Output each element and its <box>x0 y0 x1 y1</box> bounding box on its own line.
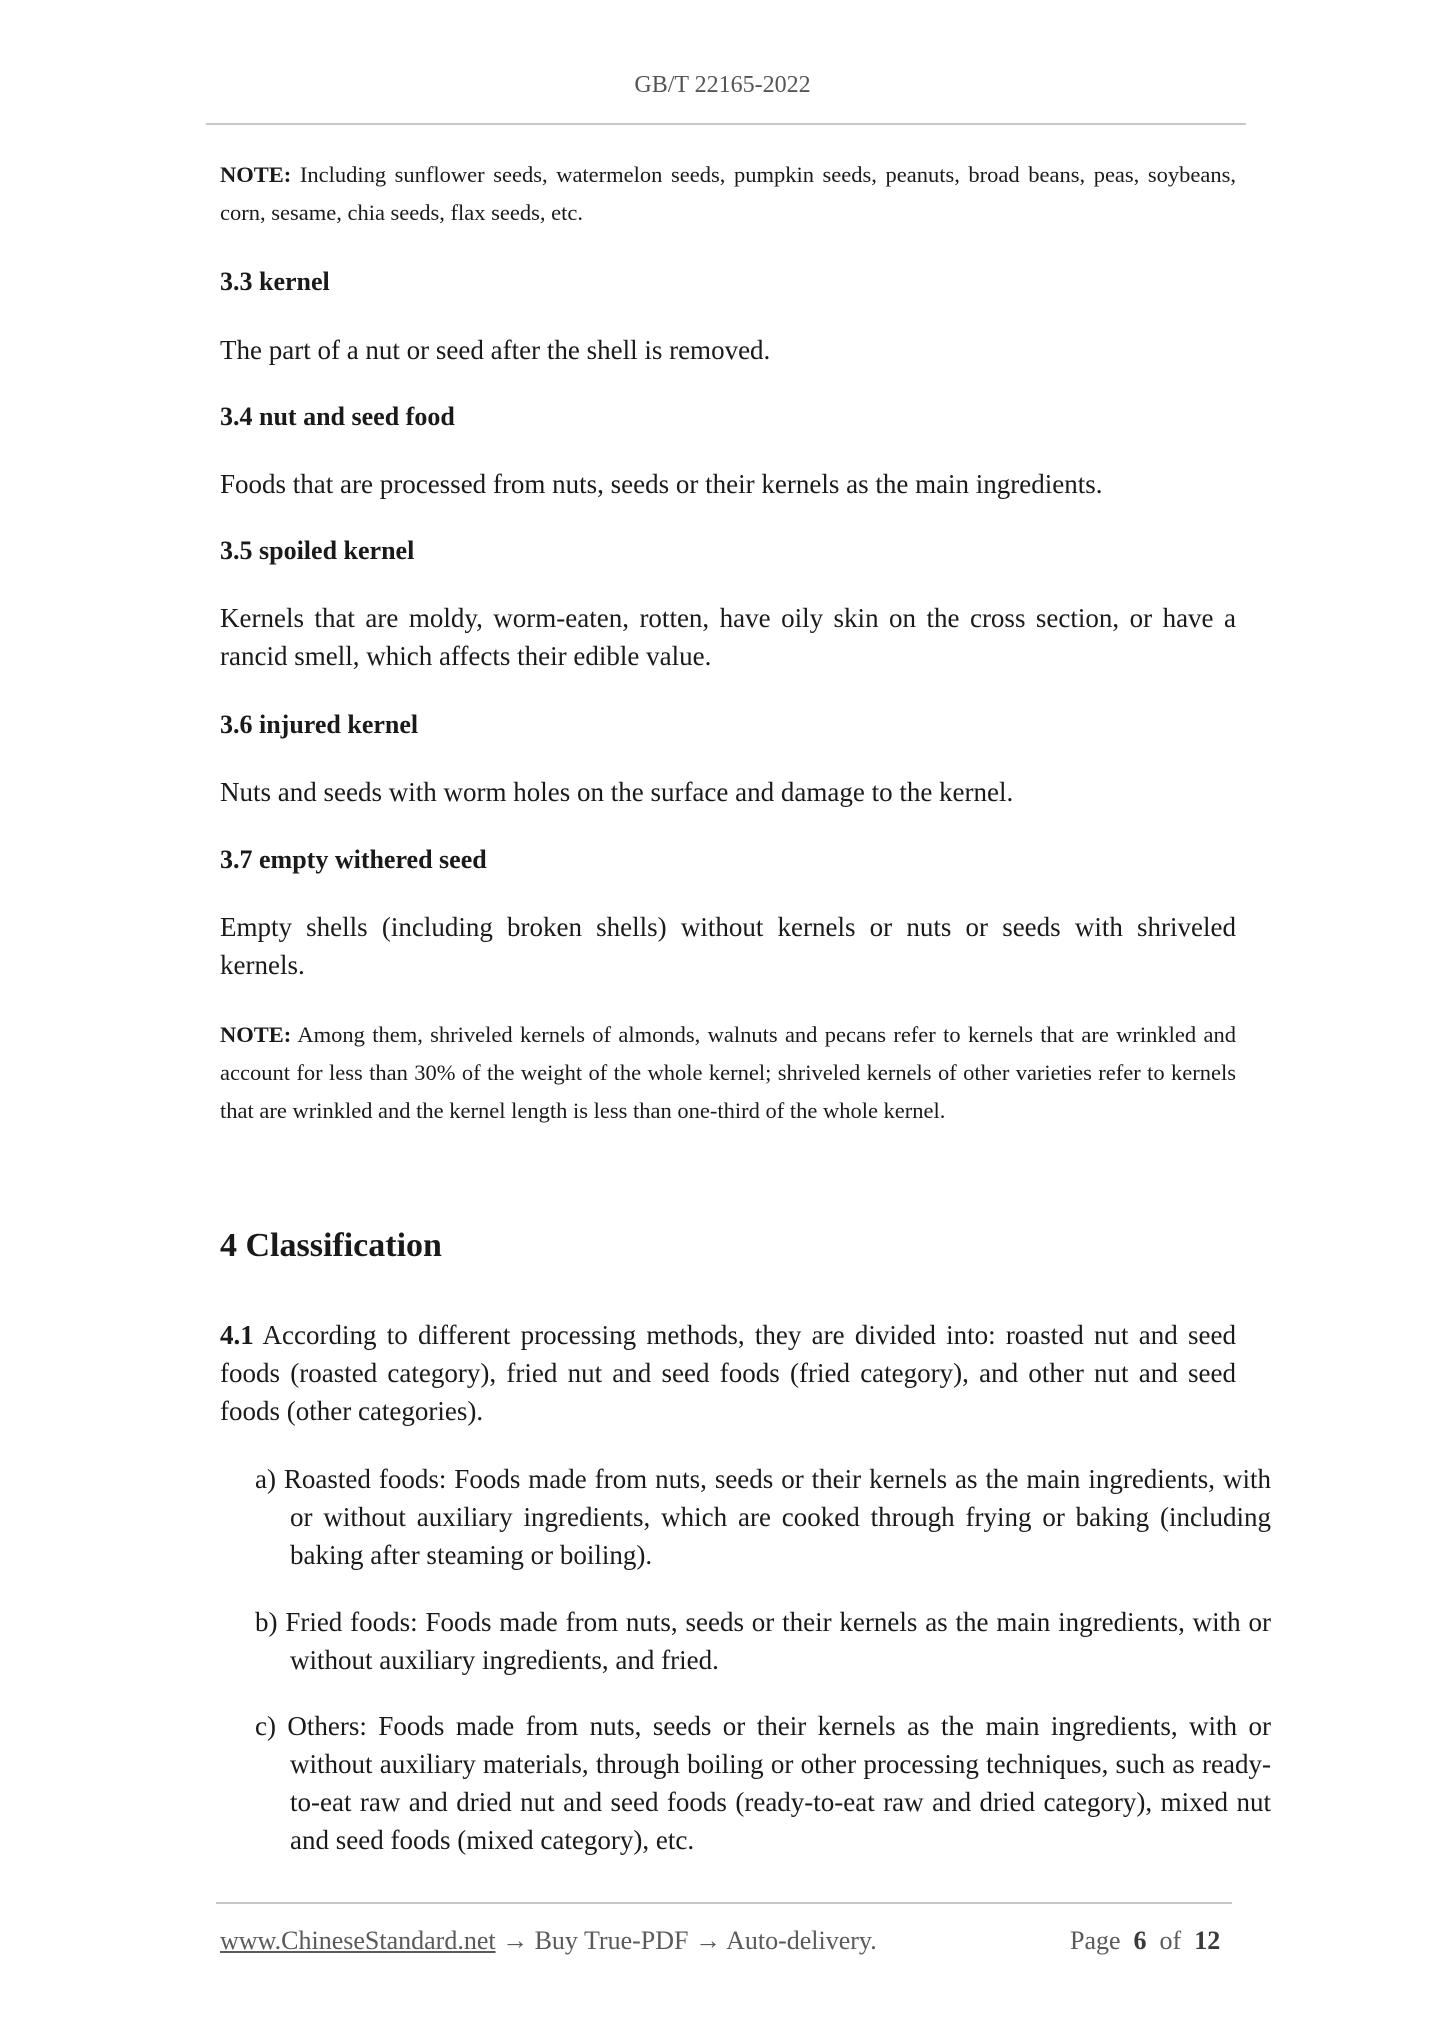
term-3-7: 3.7 empty withered seed <box>220 845 487 874</box>
footer-divider <box>216 1902 1232 1904</box>
footer-promo <box>220 1926 877 1956</box>
list-item-others: c) Others: Foods made from nuts, seeds or their kernels as the main ingredients, with or without auxiliary materials, through boiling or other processing techniques, such as ready-to-eat raw and dried nut and seed foods (ready-to-eat raw and dried category), mixed nut and seed foods (mixed category), etc. <box>255 1711 1271 1855</box>
clause-number: 4.1 <box>220 1320 254 1350</box>
clause-4-1 <box>220 1316 1236 1430</box>
term-3-5: 3.5 spoiled kernel <box>220 536 415 565</box>
definition-3-5: Kernels that are moldy, worm-eaten, rotten, have oily skin on the cross section, or have a rancid smell, which affects their edible value. <box>220 603 1236 671</box>
definition-3-6: Nuts and seeds with worm holes on the surface and damage to the kernel. <box>220 777 1014 807</box>
page-total: 12 <box>1194 1926 1221 1955</box>
buy-text: Buy True-PDF <box>534 1926 689 1955</box>
list-item-roasted: a) Roasted foods: Foods made from nuts, seeds or their kernels as the main ingredients, with or without auxiliary ingredients, which are cooked through frying or baking (including baking after steaming or boiling). <box>255 1464 1271 1570</box>
note-label: NOTE: <box>220 162 292 187</box>
note-text: Among them, shriveled kernels of almonds, walnuts and pecans refer to kernels that are wrinkled and account for less than 30% of the weight of the whole kernel; shriveled kernels of other varieties refer to kernels that are wrinkled and the kernel length is less than one-third of the whole kernel. <box>220 1022 1236 1123</box>
list-item-fried: b) Fried foods: Foods made from nuts, seeds or their kernels as the main ingredients, with or without auxiliary ingredients, and fried. <box>255 1607 1271 1675</box>
arrow-icon: → <box>495 1926 535 1955</box>
definition-3-7: Empty shells (including broken shells) without kernels or nuts or seeds with shriveled kernels. <box>220 912 1236 980</box>
term-3-6: 3.6 injured kernel <box>220 710 419 739</box>
page-label: Page <box>1070 1926 1121 1955</box>
of-label: of <box>1159 1926 1182 1955</box>
note-text: Including sunflower seeds, watermelon seeds, pumpkin seeds, peanuts, broad beans, peas, soybeans, corn, sesame, chia seeds, flax seeds, etc. <box>220 162 1236 225</box>
delivery-text: Auto-delivery. <box>726 1926 877 1955</box>
term-3-3: 3.3 kernel <box>220 267 330 296</box>
definition-3-3: The part of a nut or seed after the shell is removed. <box>220 335 771 365</box>
term-3-4: 3.4 nut and seed food <box>220 402 455 431</box>
page-current: 6 <box>1133 1926 1147 1955</box>
definition-3-4: Foods that are processed from nuts, seeds or their kernels as the main ingredients. <box>220 469 1103 499</box>
site-link[interactable]: www.ChineseStandard.net <box>220 1926 496 1955</box>
page-number <box>1070 1926 1220 1956</box>
heading-classification: 4 Classification <box>220 1227 442 1264</box>
document-header-title: GB/T 22165-2022 <box>634 72 811 98</box>
arrow-icon: → <box>688 1926 727 1955</box>
note-shriveled-kernels <box>220 1016 1236 1130</box>
note-label: NOTE: <box>220 1022 292 1047</box>
clause-text: According to different processing methods, they are divided into: roasted nut and seed foods (roasted category), fried nut and seed foods (fried category), and other nut and seed foods (other categories). <box>220 1320 1236 1426</box>
header-divider <box>206 123 1246 125</box>
note-seed-examples <box>220 156 1236 232</box>
